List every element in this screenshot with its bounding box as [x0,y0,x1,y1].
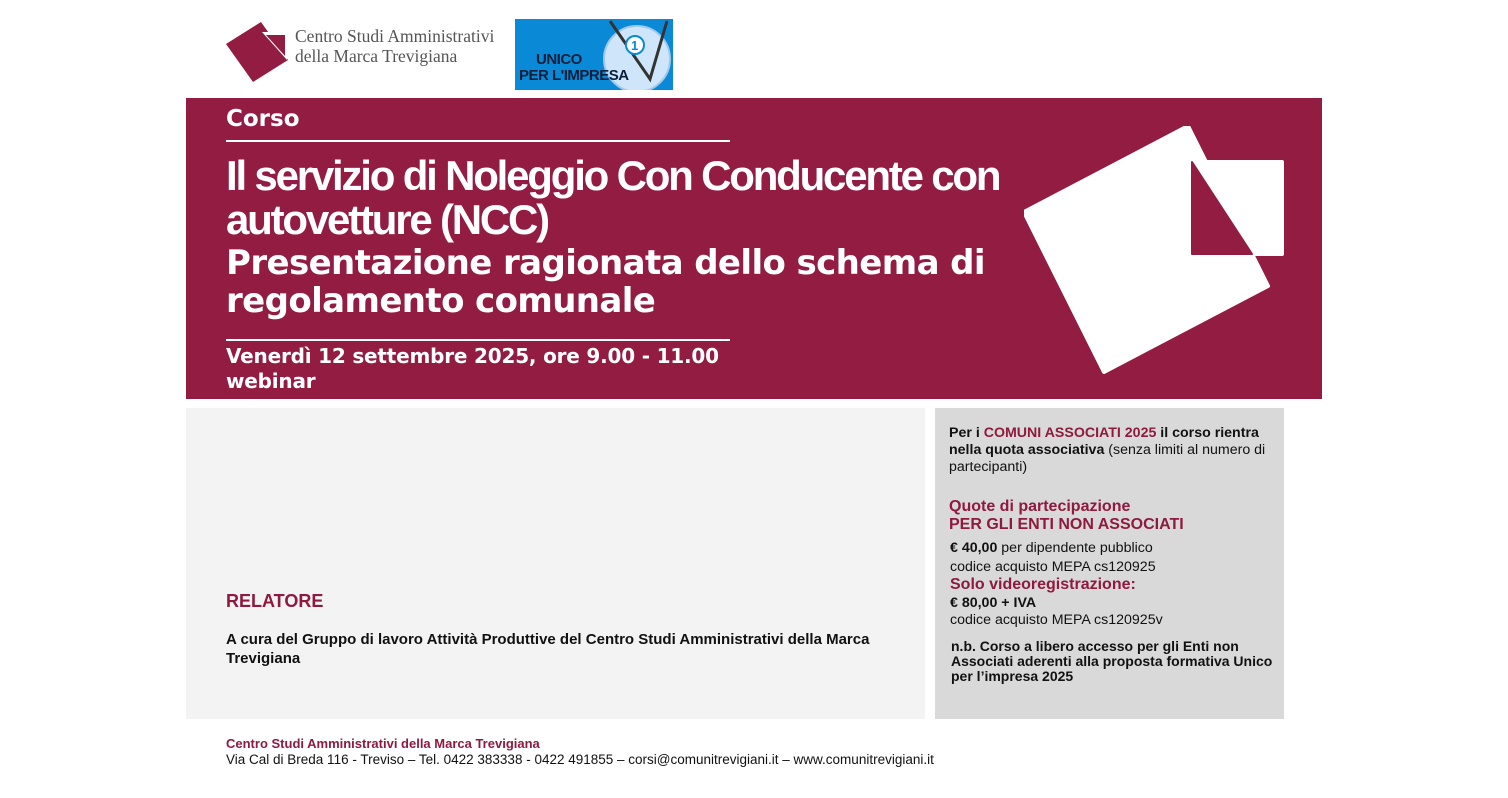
fee-standard-desc: per dipendente pubblico [997,540,1153,556]
partner-logo [515,19,673,90]
partner-logo-number: 1 [631,38,639,53]
fee-standard [950,539,1280,577]
course-title: Il servizio di Noleggio Con Conducente con autovetture (NCC) [226,152,1000,243]
footer-contacts: Via Cal di Breda 116 - Treviso – Tel. 0422 383338 - 0422 491855 – corsi@comunitrevigiani.it – www.comunitrevigiani.it [226,752,934,767]
speaker-heading: RELATORE [226,591,324,611]
course-mode: webinar [226,369,316,393]
fee-video-code: codice acquisto MEPA cs120925v [950,612,1163,628]
fee-video [950,595,1280,629]
video-only-heading: Solo videoregistrazione: [950,576,1136,593]
org-logo-text [295,26,494,66]
pricing-panel [935,408,1284,719]
fees-heading-line2: PER GLI ENTI NON ASSOCIATI [949,516,1184,533]
partner-logo-text [519,52,629,84]
course-banner [186,98,1322,399]
org-logo-line2: della Marca Trevigiana [295,46,458,66]
associati-prefix: Per i [949,425,984,441]
fee-standard-code: codice acquisto MEPA cs120925 [950,559,1156,575]
fees-heading-line1: Quote di partecipazione [949,498,1131,515]
fee-video-amount: € 80,00 + IVA [950,595,1037,611]
org-logo-line1: Centro Studi Amministrativi [295,26,495,46]
org-logo [226,20,506,82]
associati-info [949,425,1279,476]
banner-divider-top [226,140,730,142]
footer-org-name: Centro Studi Amministrativi della Marca Trevigiana [226,736,540,751]
speaker-panel [186,408,925,719]
course-schedule [226,344,719,394]
course-subtitle: Presentazione ragionata dello schema di regolamento comunale [226,243,985,321]
partner-logo-line1: UNICO [536,51,582,68]
fees-heading [949,498,1279,534]
org-logo-mark-icon [226,20,292,82]
course-kicker: Corso [226,106,300,132]
associati-highlight: COMUNI ASSOCIATI 2025 [983,425,1157,441]
associati-normal-rest: (senza limiti al numero di partecipanti) [949,442,1266,475]
speaker-text: A cura del Gruppo di lavoro Attività Produttive del Centro Studi Amministrativi della Marca Trevigiana [226,631,870,667]
banner-divider-bottom [226,339,730,341]
banner-logo-mark-icon [1024,126,1286,374]
access-note: n.b. Corso a libero accesso per gli Enti non Associati aderenti alla proposta formativa Unico per l’impresa 2025 [951,638,1273,684]
partner-logo-line2: PER L'IMPRESA [519,67,629,84]
fee-standard-amount: € 40,00 [950,540,998,556]
course-date: Venerdì 12 settembre 2025, ore 9.00 - 11.00 [226,344,719,368]
associati-bold-rest: il corso rientra nella quota associativa [949,425,1259,458]
